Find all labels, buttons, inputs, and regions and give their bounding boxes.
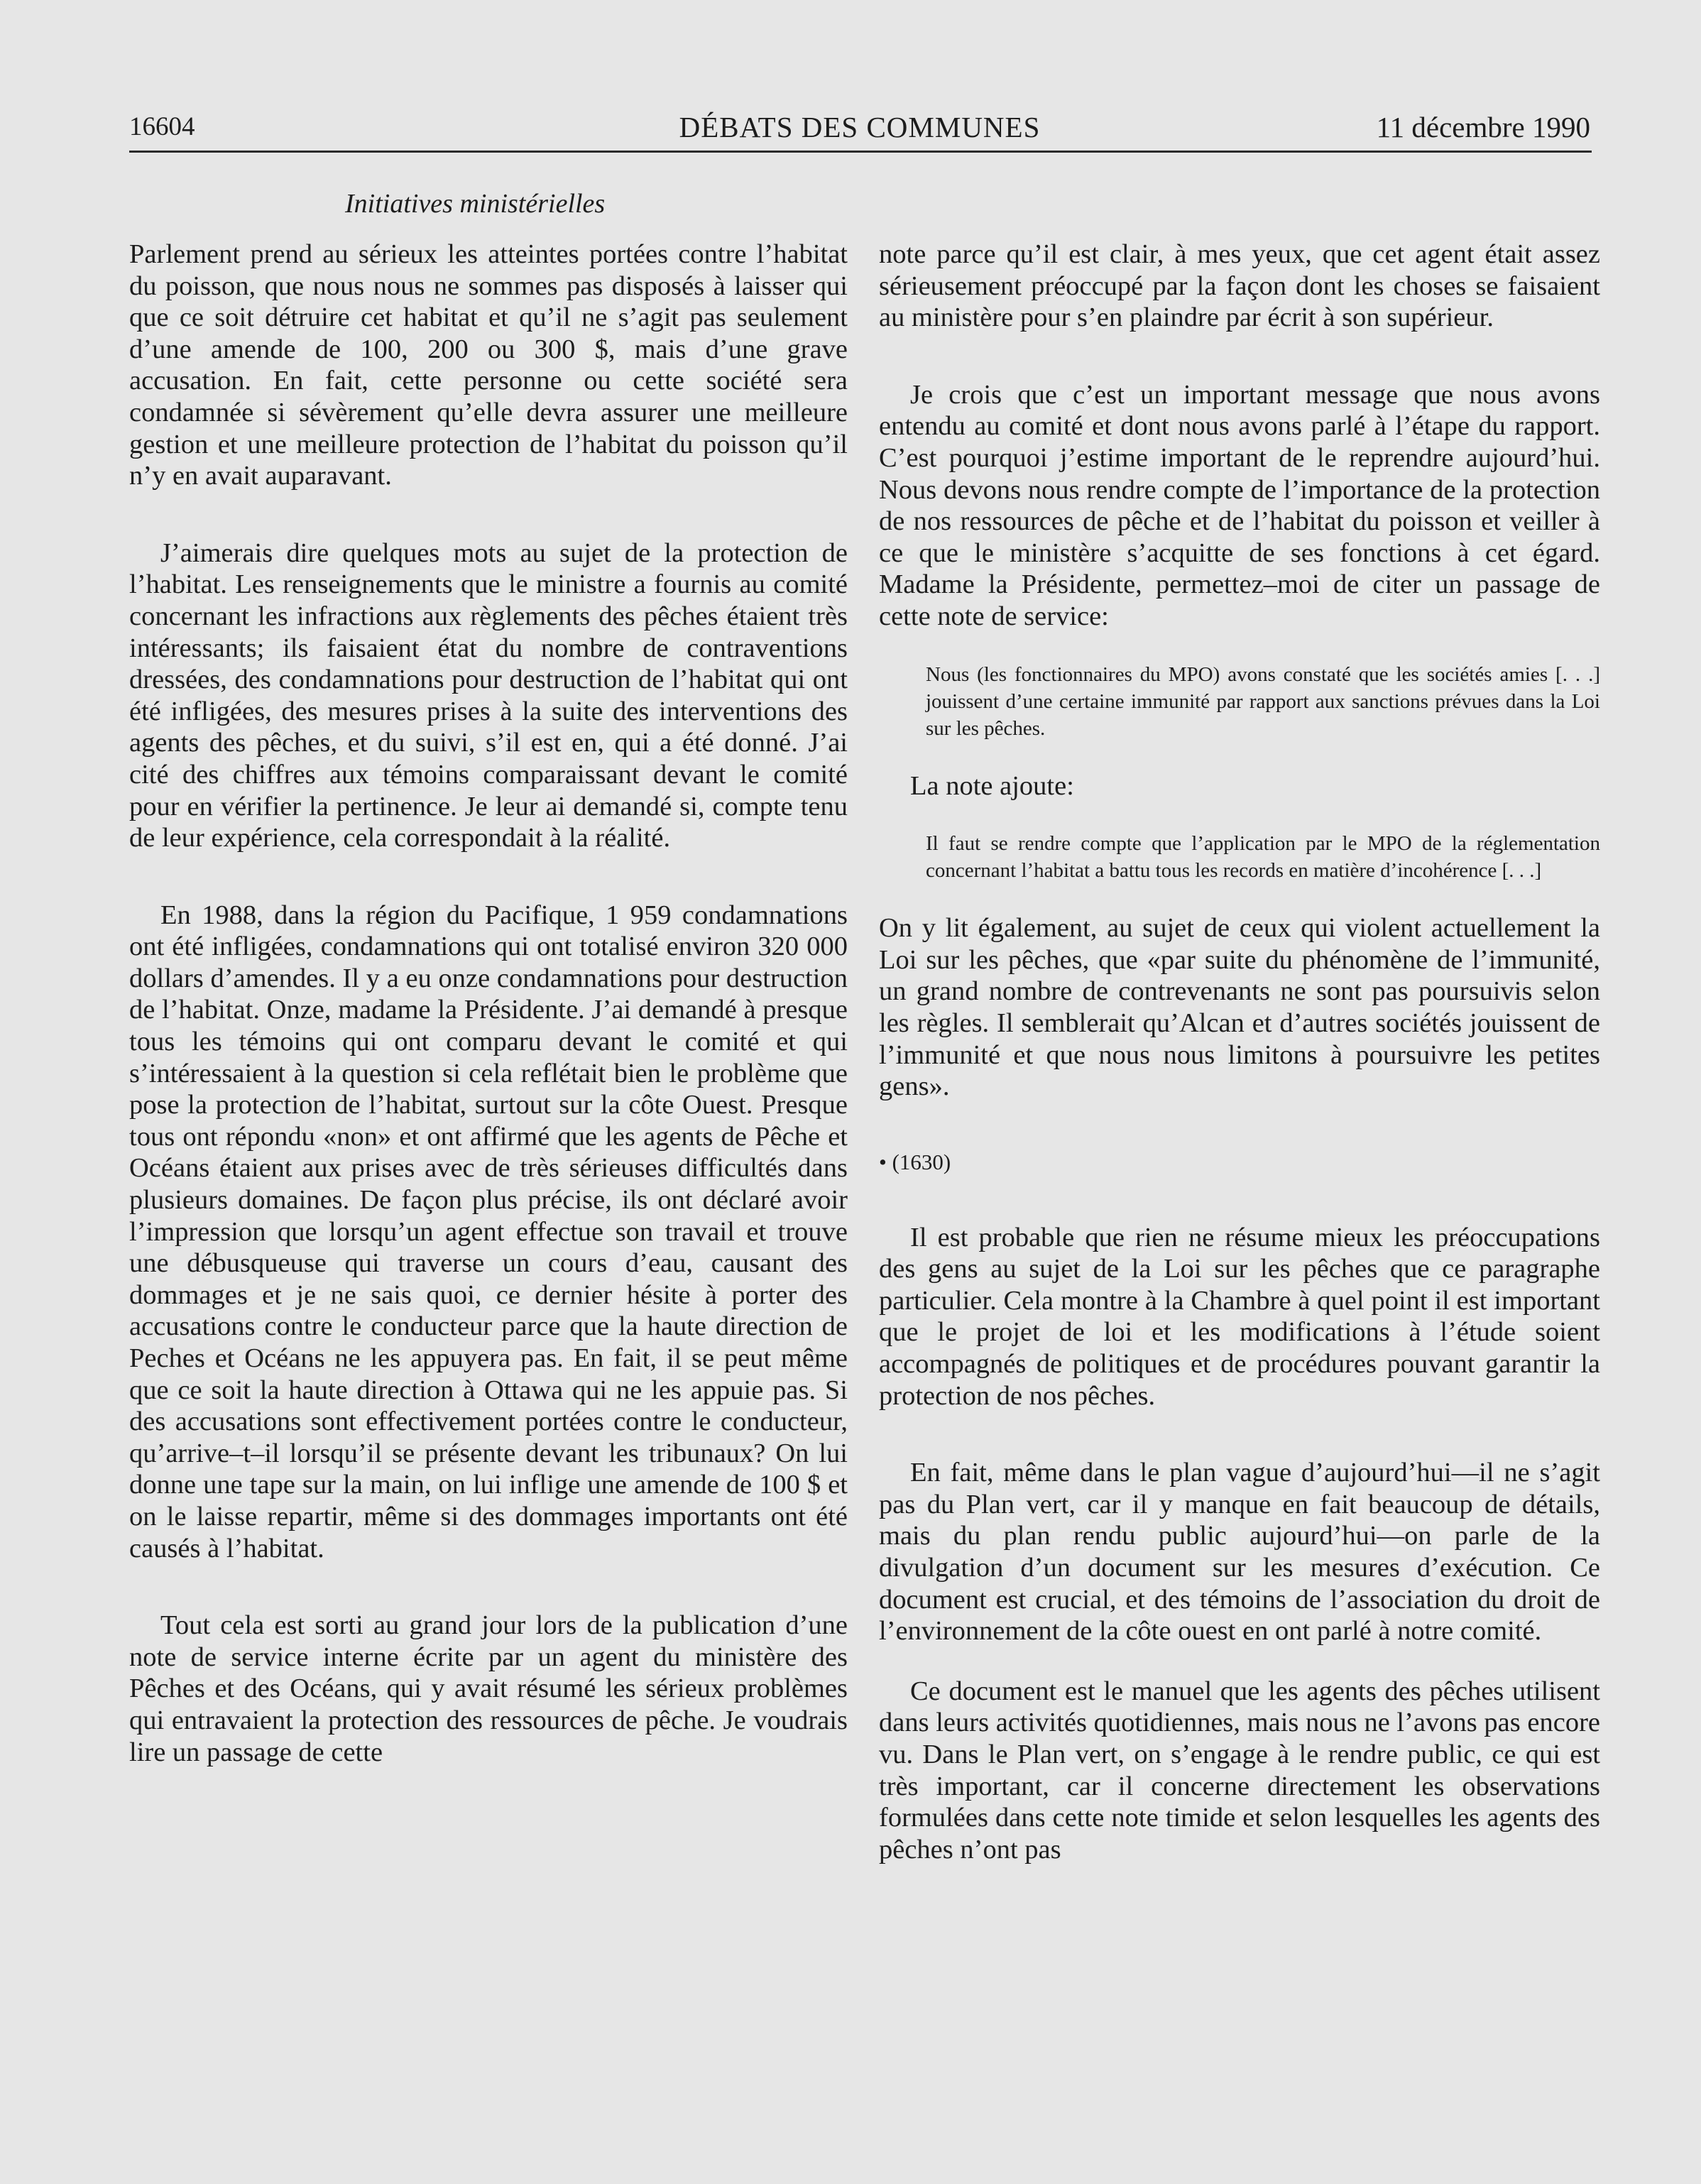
paragraph: Parlement prend au sérieux les atteintes portées contre l’habitat du poisson, que nous nous ne sommes pas disposés à laisser qui que ce soit détruire cet habitat et qu’il ne s’agit pas seulement d’une amende de 100, 200 ou 300 $, mais d’une grave accusation. En fait, cette personne ou cette société sera condamnée si sévèrement qu’elle devra assurer une meilleure gestion et une meilleure protection de l’habitat du poisson qu’il n’y en avait auparavant.: [129, 239, 848, 491]
left-column: [129, 239, 848, 1768]
paragraph: Il est probable que rien ne résume mieux les préoccupations des gens au sujet de la Loi sur les pêches que ce paragraphe particulier. Cela montre à la Chambre à quel point il est important que le projet de loi et les modifications à l’étude soient accompagnés de politiques et de procédures pouvant garantir la protection de nos pêches.: [879, 1222, 1600, 1411]
paragraph: En fait, même dans le plan vague d’aujourd’hui—il ne s’agit pas du Plan vert, car il y manque en fait beaucoup de détails, mais du plan rendu public aujourd’hui—on parle de la divulgation d’un document sur les mesures d’exécution. Ce document est crucial, et des témoins de l’association du droit de l’environnement de la côte ouest en ont parlé à notre comité.: [879, 1458, 1600, 1647]
block-quote: Nous (les fonctionnaires du MPO) avons constaté que les sociétés amies [. . .] jouissent d’une certaine immunité par rapport aux sanctions prévues dans la Loi sur les pêches.: [926, 662, 1600, 740]
paragraph: Tout cela est sorti au grand jour lors de la publication d’une note de service interne écrite par un agent du ministère des Pêches et des Océans, qui y avait résumé les sérieux problèmes qui entravaient la protection des ressources de pêche. Je voudrais lire un passage de cette: [129, 1610, 848, 1767]
header-rule: [129, 151, 1592, 153]
paragraph: J’aimerais dire quelques mots au sujet de la protection de l’habitat. Les renseignements que le ministre a fournis au comité concernant les infractions aux règlements des pêches étaient très intéressants; ils faisaient état du nombre de contraventions dressées, des condamnations pour destruction de l’habitat qui ont été infligées, des mesures prises à la suite des interventions des agents des pêches, et du suivi, s’il est en, qui a été donné. J’ai cité des chiffres aux témoins comparaissant devant le comité pour en vérifier la pertinence. Je leur ai demandé si, compte tenu de leur expérience, cela correspondait à la réalité.: [129, 537, 848, 853]
paragraph: On y lit également, au sujet de ceux qui violent actuellement la Loi sur les pêches, que «par suite du phénomène de l’immunité, un grand nombre de contrevenants ne sont pas poursuivis selon les règles. Il semblerait qu’Alcan et d’autres sociétés jouissent de l’immunité et que nous nous limitons à poursuivre les petites gens».: [879, 913, 1600, 1102]
publication-title: DÉBATS DES COMMUNES: [679, 111, 1041, 143]
quote-intro: La note ajoute:: [910, 770, 1074, 801]
section-title: Initiatives ministérielles: [345, 189, 606, 219]
publication-date: 11 décembre 1990: [1376, 111, 1590, 143]
time-marker: • (1630): [879, 1149, 951, 1174]
paragraph: Je crois que c’est un important message que nous avons entendu au comité et dont nous avons parlé à l’étape du rapport. C’est pourquoi j’estime important de le reprendre aujourd’hui. Nous devons nous rendre compte de l’importance de la protection de nos ressources de pêche et de l’habitat du poisson et veiller à ce que le ministère s’acquitte de ses fonctions à cet égard. Madame la Présidente, permettez–moi de citer un passage de cette note de service:: [879, 379, 1600, 631]
page-header: [129, 107, 1590, 148]
page-number: 16604: [129, 112, 195, 141]
paragraph: note parce qu’il est clair, à mes yeux, que cet agent était assez sérieusement préoccupé par la façon dont les choses se faisaient au ministère pour s’en plaindre par écrit à son supérieur.: [879, 239, 1600, 333]
paragraph: Ce document est le manuel que les agents des pêches utilisent dans leurs activités quotidiennes, mais nous ne l’avons pas encore vu. Dans le Plan vert, on s’engage à le rendre public, ce qui est très important, car il concerne directement les observations formulées dans cette note timide et selon lesquelles les agents des pêches n’ont pas: [879, 1676, 1600, 1864]
paragraph: En 1988, dans la région du Pacifique, 1 959 condamnations ont été infligées, condamnations qui ont totalisé environ 320 000 dollars d’amendes. Il y a eu onze condamnations pour destruction de l’habitat. Onze, madame la Présidente. J’ai demandé à presque tous les témoins qui ont comparu devant le comité et qui s’intéressaient à la question si cela reflétait bien le problème que pose la protection de l’habitat, surtout sur la côte Ouest. Presque tous ont répondu «non» et ont affirmé que les agents de Pêche et Océans étaient aux prises avec de très sérieuses difficultés dans plusieurs domaines. De façon plus précise, ils ont déclaré avoir l’impression que lorsqu’un agent effectue son travail et trouve une débusqueuse qui traverse un cours d’eau, causant des dommages et je ne sais quoi, ce dernier hésite à porter des accusations contre le conducteur parce que la haute direction de Peches et Océans ne les appuyera pas. En fait, il se peut même que ce soit la haute direction à Ottawa qui ne les appuie pas. Si des accusations sont effectivement portées contre le conducteur, qu’arrive–t–il lorsqu’il se présente devant les tribunaux? On lui donne une tape sur la main, on lui inflige une amende de 100 $ et on le laisse repartir, même si des dommages importants ont été causés à l’habitat.: [129, 900, 848, 1563]
block-quote: Il faut se rendre compte que l’application par le MPO de la réglementation concernant l’habitat a battu tous les records en matière d’incohérence [. . .]: [926, 832, 1600, 883]
right-column: [879, 239, 1600, 1865]
